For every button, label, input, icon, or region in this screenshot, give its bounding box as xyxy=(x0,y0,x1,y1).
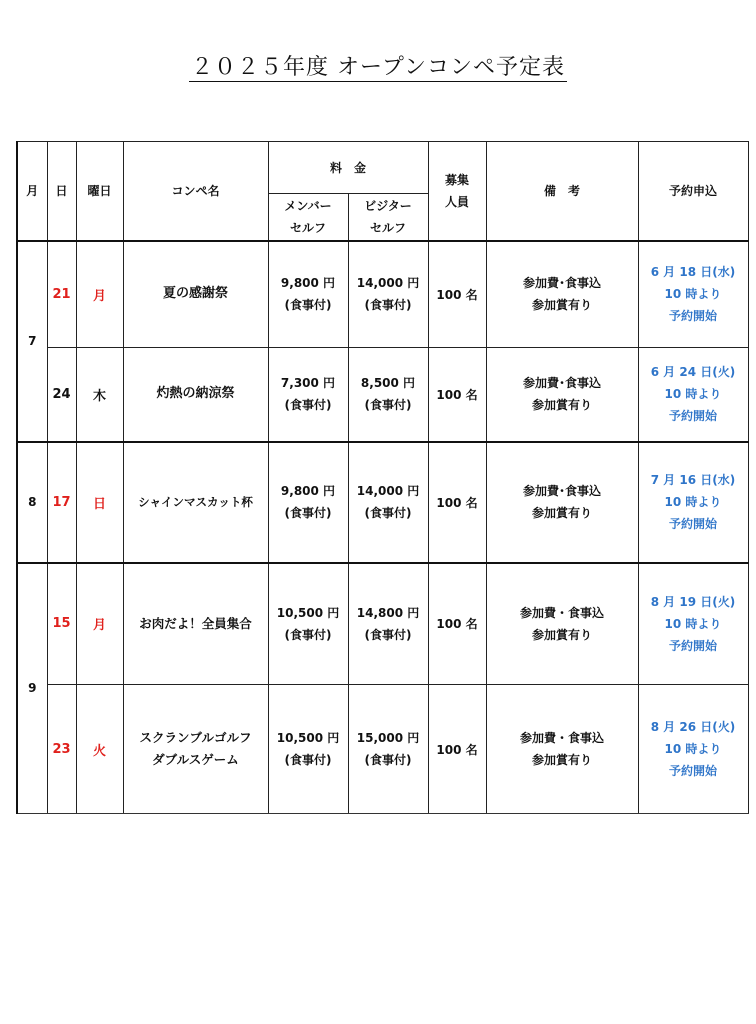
weekday-cell: 火 xyxy=(76,685,123,814)
member-meal-note: (食事付) xyxy=(284,753,332,767)
visitor-meal-note: (食事付) xyxy=(364,753,412,767)
reserve-time: 10 時より xyxy=(664,742,722,756)
day-cell: 23 xyxy=(47,685,76,814)
notes-cell xyxy=(486,442,638,563)
page-title-text: ２０２５年度 オープンコンペ予定表 xyxy=(190,55,565,80)
day-cell: 21 xyxy=(47,241,76,348)
reserve-cell xyxy=(638,241,748,348)
visitor-price-cell xyxy=(348,563,428,685)
reserve-cell xyxy=(638,442,748,563)
reserve-date: 6 月 24 日(火) xyxy=(650,365,736,380)
reserve-cell xyxy=(638,348,748,442)
comp-name-line1: 灼熱の納涼祭 xyxy=(156,386,235,402)
visitor-price-cell xyxy=(348,348,428,442)
header-member-line1: メンバー xyxy=(284,198,332,213)
comp-name-cell xyxy=(123,241,268,348)
table-row xyxy=(17,442,748,563)
notes-line2: 参加賞有り xyxy=(531,753,592,767)
visitor-price: 14,800 円 xyxy=(356,605,420,620)
header-recruit-line2: 人員 xyxy=(444,194,469,209)
header-visitor-line2: セルフ xyxy=(369,220,406,235)
notes-cell xyxy=(486,685,638,814)
visitor-price-cell xyxy=(348,241,428,348)
comp-name-line1: スクランブルゴルフ xyxy=(139,730,252,745)
notes-line1: 参加費･食事込 xyxy=(522,376,601,391)
reserve-time: 10 時より xyxy=(664,287,722,302)
header-visitor-line1: ビジター xyxy=(364,198,412,213)
comp-name-line1: 夏の感謝祭 xyxy=(162,286,228,302)
day-cell: 24 xyxy=(47,348,76,442)
header-fee: 料 金 xyxy=(268,142,428,194)
comp-name-cell xyxy=(123,563,268,685)
notes-line2: 参加賞有り xyxy=(531,298,592,313)
notes-line1: 参加費･食事込 xyxy=(522,484,601,498)
page-title xyxy=(0,50,756,81)
visitor-price-cell xyxy=(348,685,428,814)
member-price-cell xyxy=(268,563,348,685)
header-comp-name: コンペ名 xyxy=(123,142,268,241)
visitor-price-cell xyxy=(348,442,428,563)
member-meal-note: (食事付) xyxy=(284,298,332,313)
reserve-start: 予約開始 xyxy=(668,409,717,424)
member-price: 9,800 円 xyxy=(280,276,336,291)
comp-name-line1: お肉だよ！全員集合 xyxy=(139,615,252,631)
notes-line2: 参加賞有り xyxy=(531,627,592,642)
schedule-table xyxy=(16,141,749,814)
day-cell: 17 xyxy=(47,442,76,563)
header-recruit xyxy=(428,142,486,241)
member-price-cell xyxy=(268,348,348,442)
reserve-date: 6 月 18 日(水) xyxy=(650,265,736,280)
reserve-cell xyxy=(638,563,748,685)
month-cell: 8 xyxy=(17,442,47,563)
visitor-meal-note: (食事付) xyxy=(364,506,412,520)
comp-name-cell xyxy=(123,348,268,442)
capacity-cell: 100 名 xyxy=(428,241,486,348)
reserve-start: 予約開始 xyxy=(668,638,717,653)
header-visitor xyxy=(348,194,428,241)
table-row xyxy=(17,348,748,442)
member-price: 10,500 円 xyxy=(276,731,340,745)
header-recruit-line1: 募集 xyxy=(444,172,469,187)
notes-line2: 参加賞有り xyxy=(531,398,592,413)
comp-name-line2: ダブルスゲーム xyxy=(152,752,239,767)
member-price-cell xyxy=(268,442,348,563)
notes-line1: 参加費・食事込 xyxy=(519,731,604,745)
header-day: 日 xyxy=(47,142,76,241)
member-meal-note: (食事付) xyxy=(284,398,332,413)
month-cell: 7 xyxy=(17,241,47,442)
weekday-cell: 木 xyxy=(76,348,123,442)
visitor-price: 15,000 円 xyxy=(356,731,420,745)
notes-cell xyxy=(486,348,638,442)
table-row xyxy=(17,241,748,348)
reserve-start: 予約開始 xyxy=(668,764,717,778)
member-price: 7,300 円 xyxy=(280,376,336,391)
header-month: 月 xyxy=(17,142,47,241)
notes-line1: 参加費･食事込 xyxy=(522,276,601,291)
member-price-cell xyxy=(268,685,348,814)
month-cell: 9 xyxy=(17,563,47,814)
weekday-cell: 月 xyxy=(76,241,123,348)
weekday-cell: 日 xyxy=(76,442,123,563)
reserve-time: 10 時より xyxy=(664,387,722,402)
notes-line1: 参加費・食事込 xyxy=(519,605,604,620)
reserve-cell xyxy=(638,685,748,814)
member-meal-note: (食事付) xyxy=(284,506,332,520)
capacity-cell: 100 名 xyxy=(428,563,486,685)
capacity-cell: 100 名 xyxy=(428,685,486,814)
reserve-date: 7 月 16 日(水) xyxy=(650,473,736,487)
header-notes: 備 考 xyxy=(486,142,638,241)
notes-cell xyxy=(486,241,638,348)
header-member-line2: セルフ xyxy=(289,220,326,235)
header-reserve: 予約申込 xyxy=(638,142,748,241)
visitor-meal-note: (食事付) xyxy=(364,627,412,642)
reserve-time: 10 時より xyxy=(664,495,722,509)
visitor-meal-note: (食事付) xyxy=(364,398,412,413)
header-row-1 xyxy=(17,142,748,194)
member-price: 9,800 円 xyxy=(280,484,336,498)
visitor-meal-note: (食事付) xyxy=(364,298,412,313)
header-weekday: 曜日 xyxy=(76,142,123,241)
comp-name-line1: シャインマスカット杯 xyxy=(138,495,253,509)
day-cell: 15 xyxy=(47,563,76,685)
visitor-price: 14,000 円 xyxy=(356,276,420,291)
comp-name-cell xyxy=(123,685,268,814)
visitor-price: 14,000 円 xyxy=(356,484,420,498)
reserve-time: 10 時より xyxy=(664,616,722,631)
header-member xyxy=(268,194,348,241)
comp-name-cell xyxy=(123,442,268,563)
capacity-cell: 100 名 xyxy=(428,348,486,442)
table-row xyxy=(17,685,748,814)
notes-line2: 参加賞有り xyxy=(531,506,592,520)
member-price-cell xyxy=(268,241,348,348)
reserve-start: 予約開始 xyxy=(668,309,717,324)
reserve-date: 8 月 19 日(火) xyxy=(650,594,736,609)
member-meal-note: (食事付) xyxy=(284,627,332,642)
member-price: 10,500 円 xyxy=(276,605,340,620)
weekday-cell: 月 xyxy=(76,563,123,685)
notes-cell xyxy=(486,563,638,685)
reserve-date: 8 月 26 日(火) xyxy=(650,720,736,734)
table-row xyxy=(17,563,748,685)
visitor-price: 8,500 円 xyxy=(360,376,416,391)
reserve-start: 予約開始 xyxy=(668,517,717,531)
capacity-cell: 100 名 xyxy=(428,442,486,563)
